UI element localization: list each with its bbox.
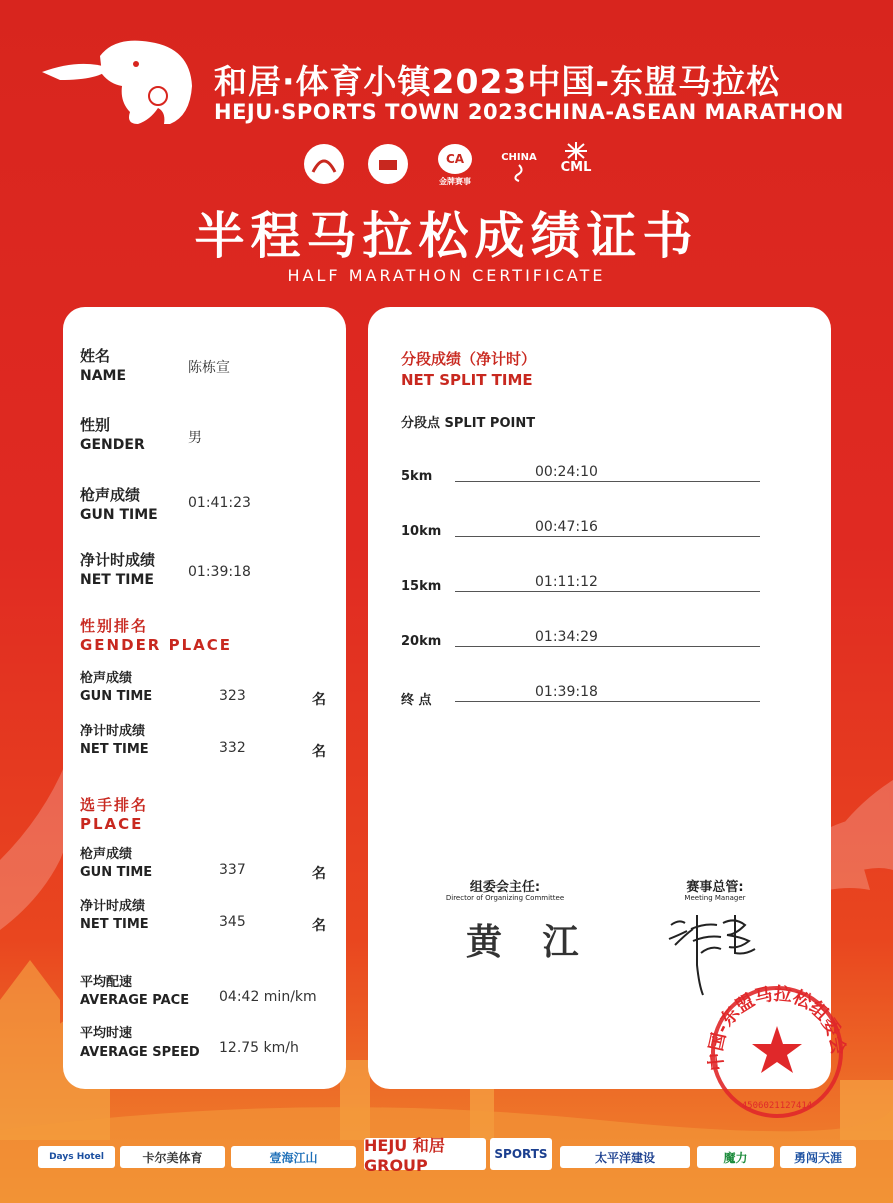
split-label-finish: 终 点 (401, 693, 432, 708)
net-time-label-en: NET TIME (80, 572, 154, 588)
event-title-cn: 和居·体育小镇2023中国-东盟马拉松 (214, 62, 781, 101)
manager-title-cn: 赛事总管: (686, 880, 744, 895)
split-label-20km: 20km (401, 634, 442, 649)
cml-logo (556, 142, 596, 175)
runner-name-value: 陈栋宣 (188, 360, 230, 376)
place-gun-label-cn: 枪声成绩 (80, 847, 133, 862)
split-time-10km: 00:47:16 (535, 519, 598, 535)
gender-label-en: GENDER (80, 437, 145, 453)
gender-gun-rank-unit: 名 (312, 692, 326, 708)
cml-star-icon (565, 142, 587, 160)
place-title-cn: 选手排名 (80, 796, 149, 814)
average-pace-label-cn: 平均配速 (80, 975, 133, 990)
split-label-15km: 15km (401, 579, 442, 594)
director-title-en: Director of Organizing Committee (445, 894, 565, 902)
average-speed-value: 12.75 km/h (219, 1040, 299, 1056)
split-title-cn: 分段成绩（净计时） (401, 350, 537, 368)
split-title-en: NET SPLIT TIME (401, 371, 533, 389)
sponsor-mola: 魔力 (697, 1146, 774, 1168)
gun-time-label-cn: 枪声成绩 (80, 486, 141, 504)
athletics-association-logo-icon (304, 144, 344, 184)
manager-title-en: Meeting Manager (684, 894, 746, 902)
split-line-finish (455, 701, 760, 702)
ca-logo-sub: 金牌赛事 (439, 177, 471, 186)
split-label-10km: 10km (401, 524, 442, 539)
ca-gold-event-logo (430, 144, 480, 187)
gender-gun-rank: 323 (219, 688, 246, 704)
gender-net-rank: 332 (219, 740, 246, 756)
official-seal-stamp (705, 982, 855, 1122)
gender-net-label-cn: 净计时成绩 (80, 724, 146, 739)
sponsor-yihai: 壹海江山 (231, 1146, 356, 1168)
place-gun-rank-unit: 名 (312, 866, 326, 882)
seal-text: 中国-东盟马拉松组委会 (705, 983, 849, 1072)
ca-logo-mark: CA (438, 144, 472, 174)
place-net-label-en: NET TIME (80, 917, 149, 932)
certificate-title-cn: 半程马拉松成绩证书 (194, 207, 699, 265)
split-label-5km: 5km (401, 469, 433, 484)
sponsor-sports: SPORTS (490, 1138, 552, 1170)
split-point-header: 分段点 SPLIT POINT (401, 416, 536, 431)
china-marathon-logo (494, 152, 544, 183)
place-net-label-cn: 净计时成绩 (80, 899, 146, 914)
china-logo-text: CHINA (501, 152, 537, 163)
sponsor-snow: 勇闯天涯 (780, 1146, 856, 1168)
director-title-cn: 组委会主任: (469, 880, 541, 895)
sponsor-kelme: 卡尔美体育 (120, 1146, 225, 1168)
place-gun-label-en: GUN TIME (80, 865, 153, 880)
runner-icon (509, 163, 529, 183)
sponsor-heju: HEJU 和居 GROUP (364, 1138, 486, 1170)
average-speed-label-en: AVERAGE SPEED (80, 1045, 200, 1060)
gender-place-title-cn: 性别排名 (80, 617, 149, 635)
gender-label-cn: 性别 (80, 416, 111, 434)
gender-place-title-en: GENDER PLACE (80, 636, 232, 654)
average-pace-value: 04:42 min/km (219, 989, 317, 1005)
split-line-15km (455, 591, 760, 592)
gender-gun-label-en: GUN TIME (80, 689, 153, 704)
place-net-rank-unit: 名 (312, 918, 326, 934)
split-time-15km: 01:11:12 (535, 574, 598, 590)
sponsor-days-hotel: Days Hotel (38, 1146, 115, 1168)
place-title-en: PLACE (80, 815, 144, 833)
director-signature: 黄 江 (466, 921, 593, 963)
net-time-value: 01:39:18 (188, 564, 251, 580)
split-line-10km (455, 536, 760, 537)
gender-gun-label-cn: 枪声成绩 (80, 671, 133, 686)
gun-time-value: 01:41:23 (188, 495, 251, 511)
place-gun-rank: 337 (219, 862, 246, 878)
place-net-rank: 345 (219, 914, 246, 930)
event-title-en: HEJU·SPORTS TOWN 2023CHINA-ASEAN MARATHON (214, 100, 844, 124)
gender-value: 男 (188, 430, 202, 446)
sponsor-pacific: 太平洋建设 (560, 1146, 690, 1168)
marathon-association-logo-icon (368, 144, 408, 184)
gender-net-rank-unit: 名 (312, 744, 326, 760)
split-time-20km: 01:34:29 (535, 629, 598, 645)
gender-net-label-en: NET TIME (80, 742, 149, 757)
cml-logo-text: CML (560, 160, 592, 175)
elephant-mascot-icon (40, 36, 200, 136)
gun-time-label-en: GUN TIME (80, 507, 158, 523)
average-pace-label-en: AVERAGE PACE (80, 993, 190, 1008)
split-line-5km (455, 481, 760, 482)
average-speed-label-cn: 平均时速 (80, 1026, 133, 1041)
split-line-20km (455, 646, 760, 647)
seal-number: 4506021127414 (741, 1101, 813, 1111)
net-time-label-cn: 净计时成绩 (80, 551, 156, 569)
split-time-5km: 00:24:10 (535, 464, 598, 480)
split-time-finish: 01:39:18 (535, 684, 598, 700)
certificate-title-en: HALF MARATHON CERTIFICATE (287, 266, 606, 285)
name-label-cn: 姓名 (80, 347, 111, 365)
name-label-en: NAME (80, 368, 127, 384)
